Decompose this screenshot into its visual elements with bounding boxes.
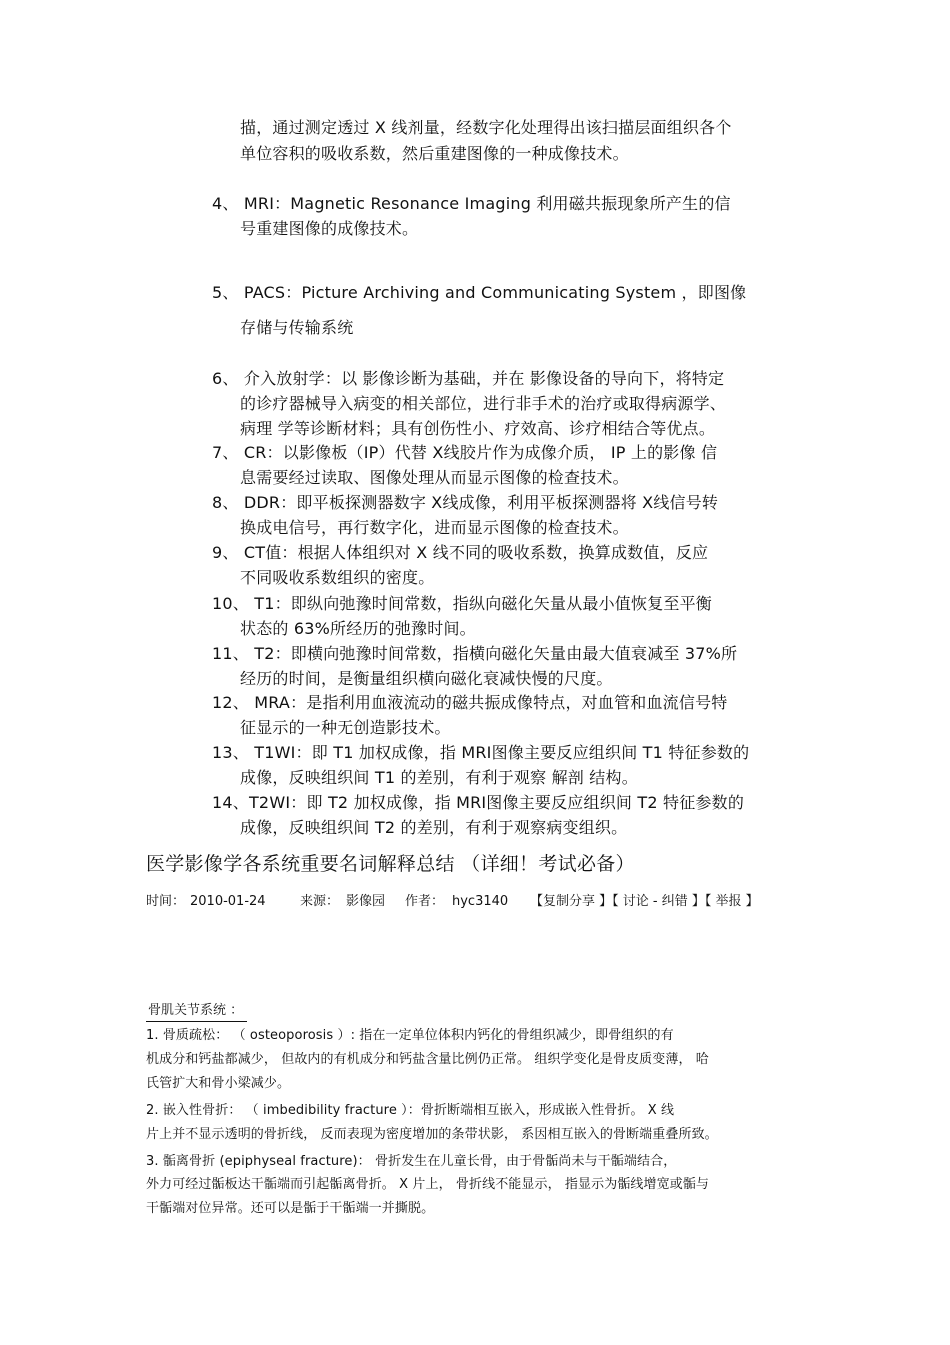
item-11-line-1: 11、 T2：即横向弛豫时间常数，指横向磁化矢量由最大值衰减至 37%所 (212, 644, 738, 663)
item-7-line-1: 7、 CR：以影像板（IP）代替 X线胶片作为成像介质， IP 上的影像 信 (212, 443, 718, 462)
source-value: 影像园 (346, 894, 386, 909)
action-links[interactable]: 【复制分享 】【 讨论 - 纠错 】【 举报 】 (530, 894, 759, 909)
entry-3-line-1: 3. 骺离骨折 (epiphyseal fracture)： 骨折发生在儿童长骨，由于骨骺尚未与干骺端结合， (146, 1154, 677, 1169)
time-label: 时间： (146, 894, 186, 909)
entry-2-line-2: 片上并不显示透明的骨折线， 反而表现为密度增加的条带状影， 系因相互嵌入的骨断端重叠所致。 (146, 1127, 718, 1142)
item-6-line-1: 6、 介入放射学：以 影像诊断为基础，并在 影像设备的导向下，将特定 (212, 369, 725, 388)
item-7-line-2: 息需要经过读取、图像处理从而显示图像的检查技术。 (240, 468, 629, 487)
item-13-line-1: 13、 T1WI：即 T1 加权成像，指 MRI图像主要反应组织间 T1 特征参数的 (212, 743, 750, 762)
item-14-line-1: 14、T2WI：即 T2 加权成像，指 MRI图像主要反应组织间 T2 特征参数的 (212, 793, 745, 812)
entry-1-line-1: 1. 骨质疏松： （ osteoporosis ）: 指在一定单位体积内钙化的骨组织减少，即骨组织的有 (146, 1028, 674, 1043)
source-label: 来源： (300, 894, 340, 909)
author-value: hyc3140 (452, 894, 509, 909)
time-value: 2010-01-24 (190, 894, 266, 909)
ct-definition-line-1: 描，通过测定透过 X 线剂量，经数字化处理得出该扫描层面组织各个 (240, 118, 732, 137)
article-title: 医学影像学各系统重要名词解释总结 （详细！考试必备） (146, 853, 635, 875)
entry-2-line-1: 2. 嵌入性骨折： （ imbedibility fracture ）：骨折断端相互嵌入，形成嵌入性骨折。 X 线 (146, 1103, 675, 1118)
item-6-line-2: 的诊疗器械导入病变的相关部位，进行非手术的治疗或取得病源学、 (240, 394, 727, 413)
item-11-line-2: 经历的时间，是衡量组织横向磁化衰减快慢的尺度。 (240, 669, 613, 688)
item-14-line-2: 成像，反映组织间 T2 的差别，有利于观察病变组织。 (240, 818, 628, 837)
item-10-line-1: 10、 T1：即纵向弛豫时间常数，指纵向磁化矢量从最小值恢复至平衡 (212, 594, 712, 613)
item-8-line-1: 8、 DDR：即平板探测器数字 X线成像，利用平板探测器将 X线信号转 (212, 493, 719, 512)
entry-1-line-3: 氏管扩大和骨小梁减少。 (146, 1076, 291, 1091)
item-5-line-1: 5、 PACS：Picture Archiving and Communicating System ，即图像 (212, 283, 747, 302)
entry-3-line-2: 外力可经过骺板达干骺端而引起骺离骨折。 X 片上， 骨折线不能显示， 指显示为骺线增宽或骺与 (146, 1177, 710, 1192)
entry-3-line-3: 干骺端对位异常。还可以是骺于干骺端一并撕脱。 (146, 1201, 435, 1216)
item-12-line-2: 征显示的一种无创造影技术。 (240, 718, 451, 737)
section-heading: 骨肌关节系统 ： (146, 1002, 247, 1022)
item-12-line-1: 12、 MRA：是指利用血液流动的磁共振成像特点，对血管和血流信号特 (212, 693, 728, 712)
item-9-line-2: 不同吸收系数组织的密度。 (240, 568, 435, 587)
item-13-line-2: 成像，反映组织间 T1 的差别，有利于观察 解剖 结构。 (240, 768, 638, 787)
entry-1-line-2: 机成分和钙盐都减少， 但故内的有机成分和钙盐含量比例仍正常。 组织学变化是骨皮质变薄， 哈 (146, 1052, 709, 1067)
item-10-line-2: 状态的 63%所经历的弛豫时间。 (240, 619, 476, 638)
item-6-line-3: 病理 学等诊断材料；具有创伤性小、疗效高、诊疗相结合等优点。 (240, 419, 716, 438)
item-8-line-2: 换成电信号，再行数字化，进而显示图像的检查技术。 (240, 518, 629, 537)
author-label: 作者： (405, 894, 445, 909)
item-9-line-1: 9、 CT值：根据人体组织对 X 线不同的吸收系数，换算成数值，反应 (212, 543, 709, 562)
item-4-line-1: 4、 MRI：Magnetic Resonance Imaging 利用磁共振现象所产生的信 (212, 194, 731, 213)
ct-definition-line-2: 单位容积的吸收系数，然后重建图像的一种成像技术。 (240, 144, 629, 163)
item-4-line-2: 号重建图像的成像技术。 (240, 219, 419, 238)
item-5-line-2: 存储与传输系统 (240, 318, 354, 337)
